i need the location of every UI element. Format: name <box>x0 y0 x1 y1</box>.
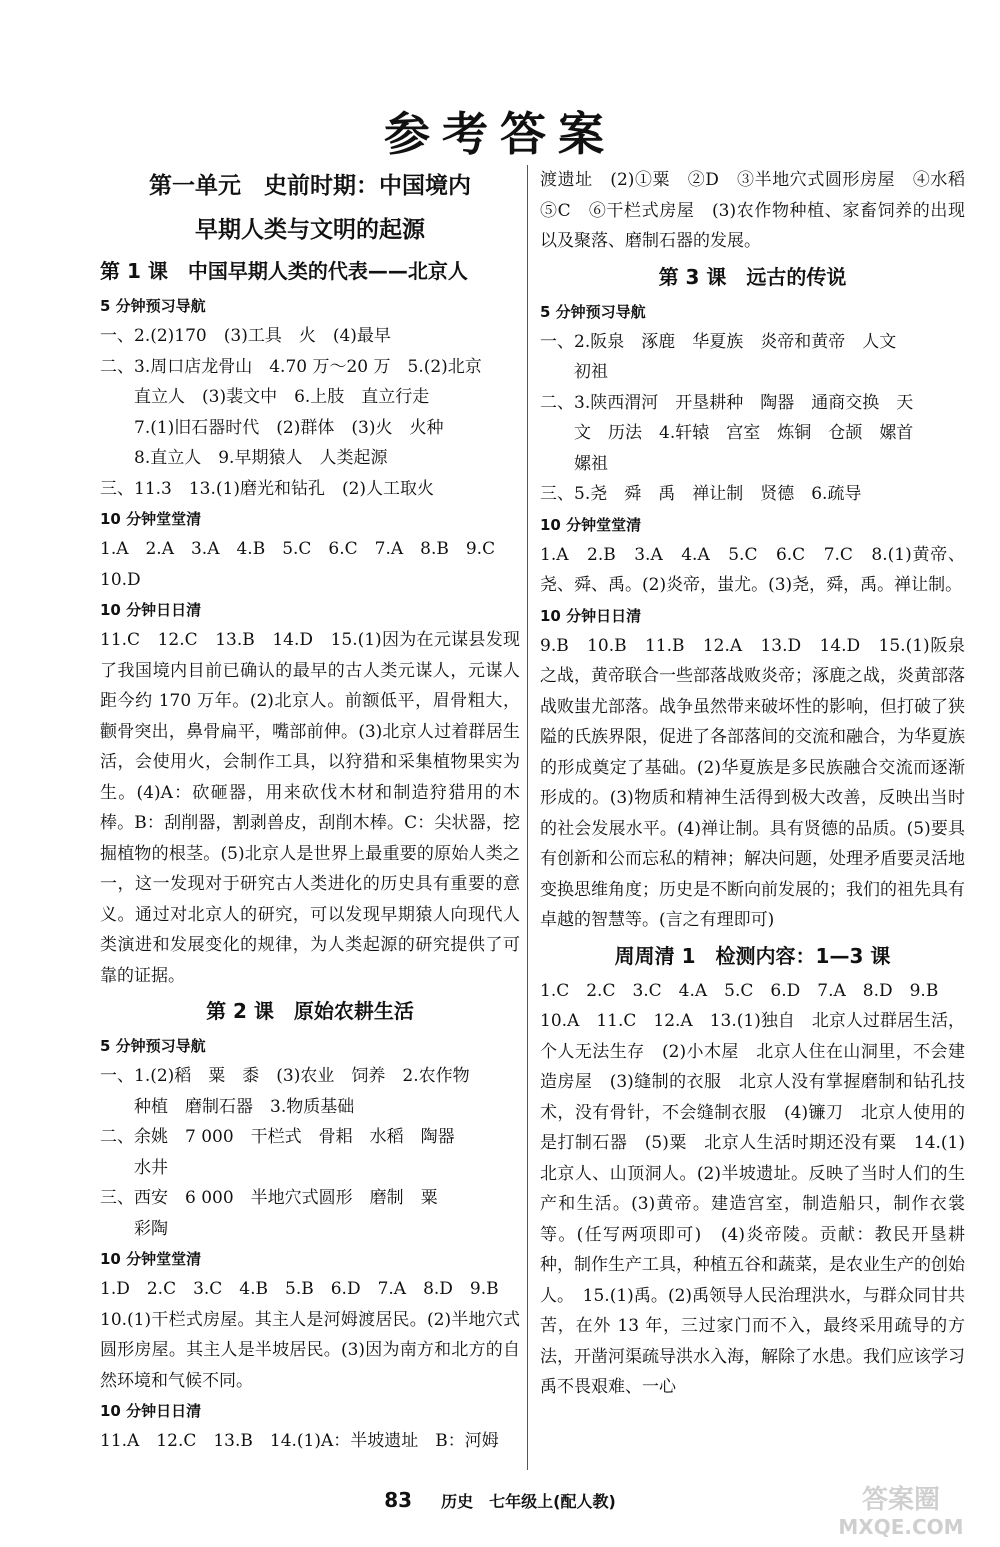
answer-paragraph: 渡遗址 (2)①粟 ②D ③半地穴式圆形房屋 ④水稻 ⑤C ⑥干栏式房屋 (3)农作物种植、家畜饲养的出现以及聚落、磨制石器的发展。 <box>540 170 982 251</box>
answer-paragraph: 9.B 10.B 11.B 12.A 13.D 14.D 15.(1)阪泉之战，黄帝联合一些部落战败炎帝；涿鹿之战，炎黄部落战败蚩尤部落。战争虽然带来破坏性的影响，但打破了狭隘的氏族界限，促进了各部落间的交流和融合，为华夏族的形成奠定了基础。(2)华夏族是多民族融合交流而逐渐形成的。(3)物质和精神生活得到极大改善，反映出当时的社会发展水平。(4)禅让制。具有贤德的品质。(5)要具有创新和公而忘私的精神；解决问题，处理矛盾要灵活地变换思维角度；历史是不断向前发展的；我们的祖先具有卓越的智慧等。(言之有理即可) <box>540 635 965 930</box>
answer-paragraph: 11.C 12.C 13.B 14.D 15.(1)因为在元谋县发现了我国境内目前已确认的最早的古人类元谋人，元谋人距今约 170 万年。(2)北京人。前额低平，眉骨粗大，颧骨突出，鼻骨扁平，嘴部前伸。(3)北京人过着群居生活，会使用火，会制作工具，以狩猎和采集植物果实为生。(4)A：砍砸器，用来砍伐木材和制造狩猎用的木棒。B：刮削器，割剥兽皮，刮削木棒。C：尖状器，挖掘植物的根茎。(5)北京人是世界上最重要的原始人类之一，这一发现对于研究古人类进化的历史具有重要的意义。通过对北京人的研究，可以发现早期猿人向现代人类演进和发展变化的规律，为人类起源的研究提供了可靠的证据。 <box>100 630 520 986</box>
answer-line: 10.D <box>100 569 141 590</box>
answer-line: 一、2.阪泉 涿鹿 华夏族 炎帝和黄帝 人文 <box>540 331 897 352</box>
lesson-1-daily-heading: 10 分钟日日清 <box>100 601 202 619</box>
lesson-1-preview-heading: 5 分钟预习导航 <box>100 297 206 315</box>
answer-line: 直立人 (3)裴文中 6.上肢 直立行走 <box>100 387 430 407</box>
answer-line: 文 历法 4.轩辕 宫室 炼铜 仓颉 嫘首 <box>540 423 914 443</box>
answer-line: 水井 <box>100 1157 168 1178</box>
answer-line: 三、11.3 13.(1)磨光和钻孔 (2)人工取火 <box>100 478 435 499</box>
answer-line: 8.直立人 9.早期猿人 人类起源 <box>100 448 388 468</box>
answer-line: 1.C 2.C 3.C 4.A 5.C 6.D 7.A 8.D 9.B <box>540 980 939 1001</box>
answer-paragraph: 10.A 11.C 12.A 13.(1)独自 北京人过群居生活，个人无法生存 (2)小木屋 北京人住在山洞里，不会建造房屋 (3)缝制的衣服 北京人没有掌握磨制和钻孔技术，没有骨针，不会缝制衣服 (4)镰刀 北京人使用的是打制石器 (5)粟 北京人生活时期还没有粟 14.(1)北京人、山顶洞人。(2)半坡遗址。反映了当时人们的生产和生活。(3)黄帝。建造宫室，制造船只，制作衣裳等。(任写两项即可) (4)炎帝陵。贡献：教民开垦耕种，制作生产工具，种植五谷和蔬菜，是农业生产的创始人。 15.(1)禹。(2)禹领导人民治理洪水，与群众同甘共苦，在外 13 年，三过家门而不入，最终采用疏导的方法，开凿河渠疏导洪水入海，解除了水患。我们应该学习禹不畏艰难、一心 <box>540 1011 965 1397</box>
answer-line: 一、1.(2)稻 粟 黍 (3)农业 饲养 2.农作物 <box>100 1066 470 1086</box>
lesson-2-title: 第 2 课 原始农耕生活 <box>206 999 414 1023</box>
page-number: 83 <box>384 1488 413 1512</box>
lesson-2-preview-heading: 5 分钟预习导航 <box>100 1037 206 1055</box>
answer-line: 二、余姚 7 000 干栏式 骨耜 水稻 陶器 <box>100 1127 455 1147</box>
answer-line: 一、2.(2)170 (3)工具 火 (4)最早 <box>100 326 391 346</box>
unit-title-line-2: 早期人类与文明的起源 <box>195 217 425 243</box>
watermark-logo-icon <box>816 1478 986 1540</box>
lesson-3-class-heading: 10 分钟堂堂清 <box>540 515 642 534</box>
weekly-test-title: 周周清 1 检测内容：1—3 课 <box>614 943 891 968</box>
answer-paragraph: 1.A 2.B 3.A 4.A 5.C 6.C 7.C 8.(1)黄帝、尧、舜、禹。(2)炎帝，蚩尤。(3)尧，舜，禹。禅让制。 <box>540 544 965 595</box>
answer-line: 种植 磨制石器 3.物质基础 <box>100 1096 355 1117</box>
lesson-2-class-heading: 10 分钟堂堂清 <box>100 1250 202 1268</box>
watermark-url: MXQE.COM <box>838 1515 964 1539</box>
answer-line: 1.A 2.A 3.A 4.B 5.C 6.C 7.A 8.B 9.C <box>100 539 496 559</box>
answer-line: 11.A 12.C 13.B 14.(1)A：半坡遗址 B：河姆 <box>100 1431 499 1451</box>
lesson-1-class-heading: 10 分钟堂堂清 <box>100 510 202 528</box>
watermark-text: 答案圈 <box>861 1485 941 1515</box>
lesson-1-title: 第 1 课 中国早期人类的代表——北京人 <box>100 259 468 283</box>
lesson-3-preview-heading: 5 分钟预习导航 <box>540 302 646 321</box>
page-title: 参考答案 <box>384 107 616 161</box>
lesson-3-title: 第 3 课 远古的传说 <box>658 264 847 289</box>
answer-line: 二、3.陕西渭河 开垦耕种 陶器 通商交换 天 <box>540 392 914 413</box>
right-column <box>540 165 982 1403</box>
answer-line: 三、5.尧 舜 禹 禅让制 贤德 6.疏导 <box>540 484 862 504</box>
answer-line: 彩陶 <box>100 1218 168 1239</box>
unit-title-line-1: 第一单元 史前时期：中国境内 <box>149 173 471 199</box>
answer-paragraph: 10.(1)干栏式房屋。其主人是河姆渡居民。(2)半地穴式圆形房屋。其主人是半坡居民。(3)因为南方和北方的自然环境和气候不同。 <box>100 1309 520 1391</box>
left-column <box>100 165 520 1457</box>
answer-line: 三、西安 6 000 半地穴式圆形 磨制 粟 <box>100 1188 438 1208</box>
subject-label: 历史 七年级上(配人教) <box>441 1492 616 1511</box>
lesson-3-daily-heading: 10 分钟日日清 <box>540 606 642 625</box>
answer-line: 二、3.周口店龙骨山 4.70 万～20 万 5.(2)北京 <box>100 356 482 377</box>
lesson-2-daily-heading: 10 分钟日日清 <box>100 1402 202 1420</box>
answer-line: 初祖 <box>540 362 608 382</box>
answer-line: 嫘祖 <box>540 453 608 474</box>
answer-line: 1.D 2.C 3.C 4.B 5.B 6.D 7.A 8.D 9.B <box>100 1279 499 1299</box>
answer-line: 7.(1)旧石器时代 (2)群体 (3)火 火种 <box>100 417 444 438</box>
column-divider <box>527 165 528 1470</box>
